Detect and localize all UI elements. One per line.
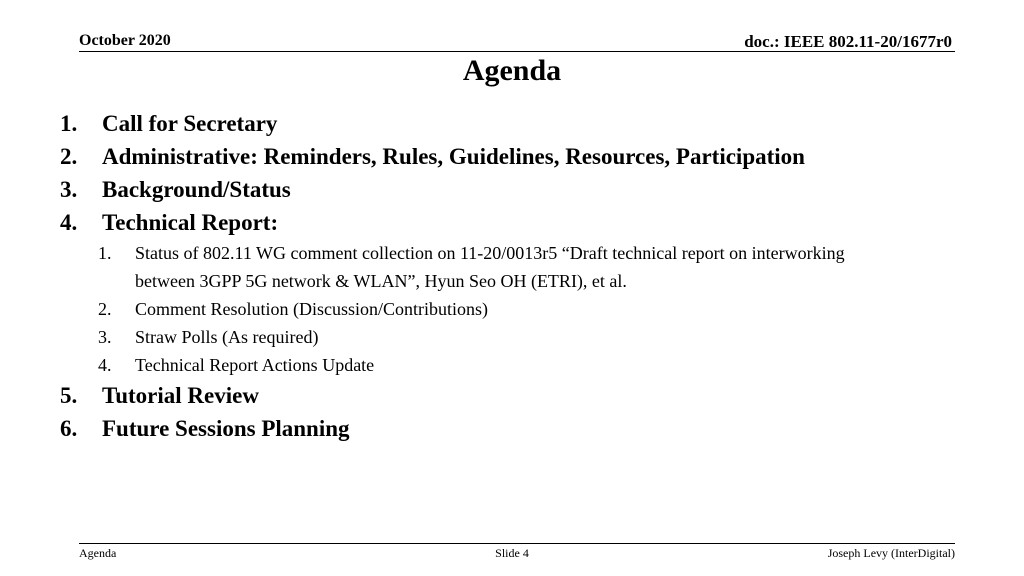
agenda-item-number: 4. <box>60 210 78 235</box>
agenda-subitem-4-4 <box>98 351 960 379</box>
agenda-item-1 <box>60 107 960 140</box>
header-doc-id: doc.: IEEE 802.11-20/1677r0 <box>744 32 952 51</box>
agenda-item-number: 1. <box>60 111 78 136</box>
agenda-subitem-number: 2. <box>98 299 112 319</box>
slide-title: Agenda <box>462 54 562 87</box>
agenda-list <box>60 107 960 445</box>
agenda-item-text: Technical Report: <box>102 210 279 235</box>
header-date: October 2020 <box>79 32 171 49</box>
footer-slide-number: Slide 4 <box>495 546 529 560</box>
agenda-subitem-4-3 <box>98 323 960 351</box>
agenda-subitem-text: Comment Resolution (Discussion/Contributions) <box>135 299 489 319</box>
footer-divider <box>79 543 955 544</box>
agenda-item-3 <box>60 173 960 206</box>
agenda-subitem-text: Technical Report Actions Update <box>135 355 375 375</box>
agenda-item-text: Administrative: Reminders, Rules, Guidelines, Resources, Participation <box>102 144 805 169</box>
agenda-item-number: 5. <box>60 383 78 408</box>
agenda-subitem-number: 4. <box>98 355 112 375</box>
agenda-item-text: Future Sessions Planning <box>102 416 350 441</box>
agenda-item-text: Call for Secretary <box>102 111 278 136</box>
agenda-item-number: 3. <box>60 177 78 202</box>
agenda-subitem-4-2 <box>98 295 960 323</box>
footer-author: Joseph Levy (InterDigital) <box>827 546 955 560</box>
agenda-item-4 <box>60 206 960 239</box>
agenda-item-text: Tutorial Review <box>102 383 259 408</box>
agenda-item-5 <box>60 379 960 412</box>
agenda-subitem-text: Straw Polls (As required) <box>135 327 319 347</box>
agenda-item-2 <box>60 140 960 173</box>
agenda-subitem-number: 3. <box>98 327 112 347</box>
agenda-item-number: 6. <box>60 416 78 441</box>
agenda-item-number: 2. <box>60 144 78 169</box>
footer-section-label: Agenda <box>79 546 117 560</box>
agenda-subitem-4-1 <box>98 239 960 295</box>
agenda-subitem-number: 1. <box>98 243 112 263</box>
agenda-item-6 <box>60 412 960 445</box>
agenda-item-text: Background/Status <box>102 177 291 202</box>
agenda-subitem-text: Status of 802.11 WG comment collection on 11-20/0013r5 “Draft technical report on interworking between 3GPP 5G network & WLAN”, Hyun Seo OH (ETRI), et al. <box>135 243 845 291</box>
